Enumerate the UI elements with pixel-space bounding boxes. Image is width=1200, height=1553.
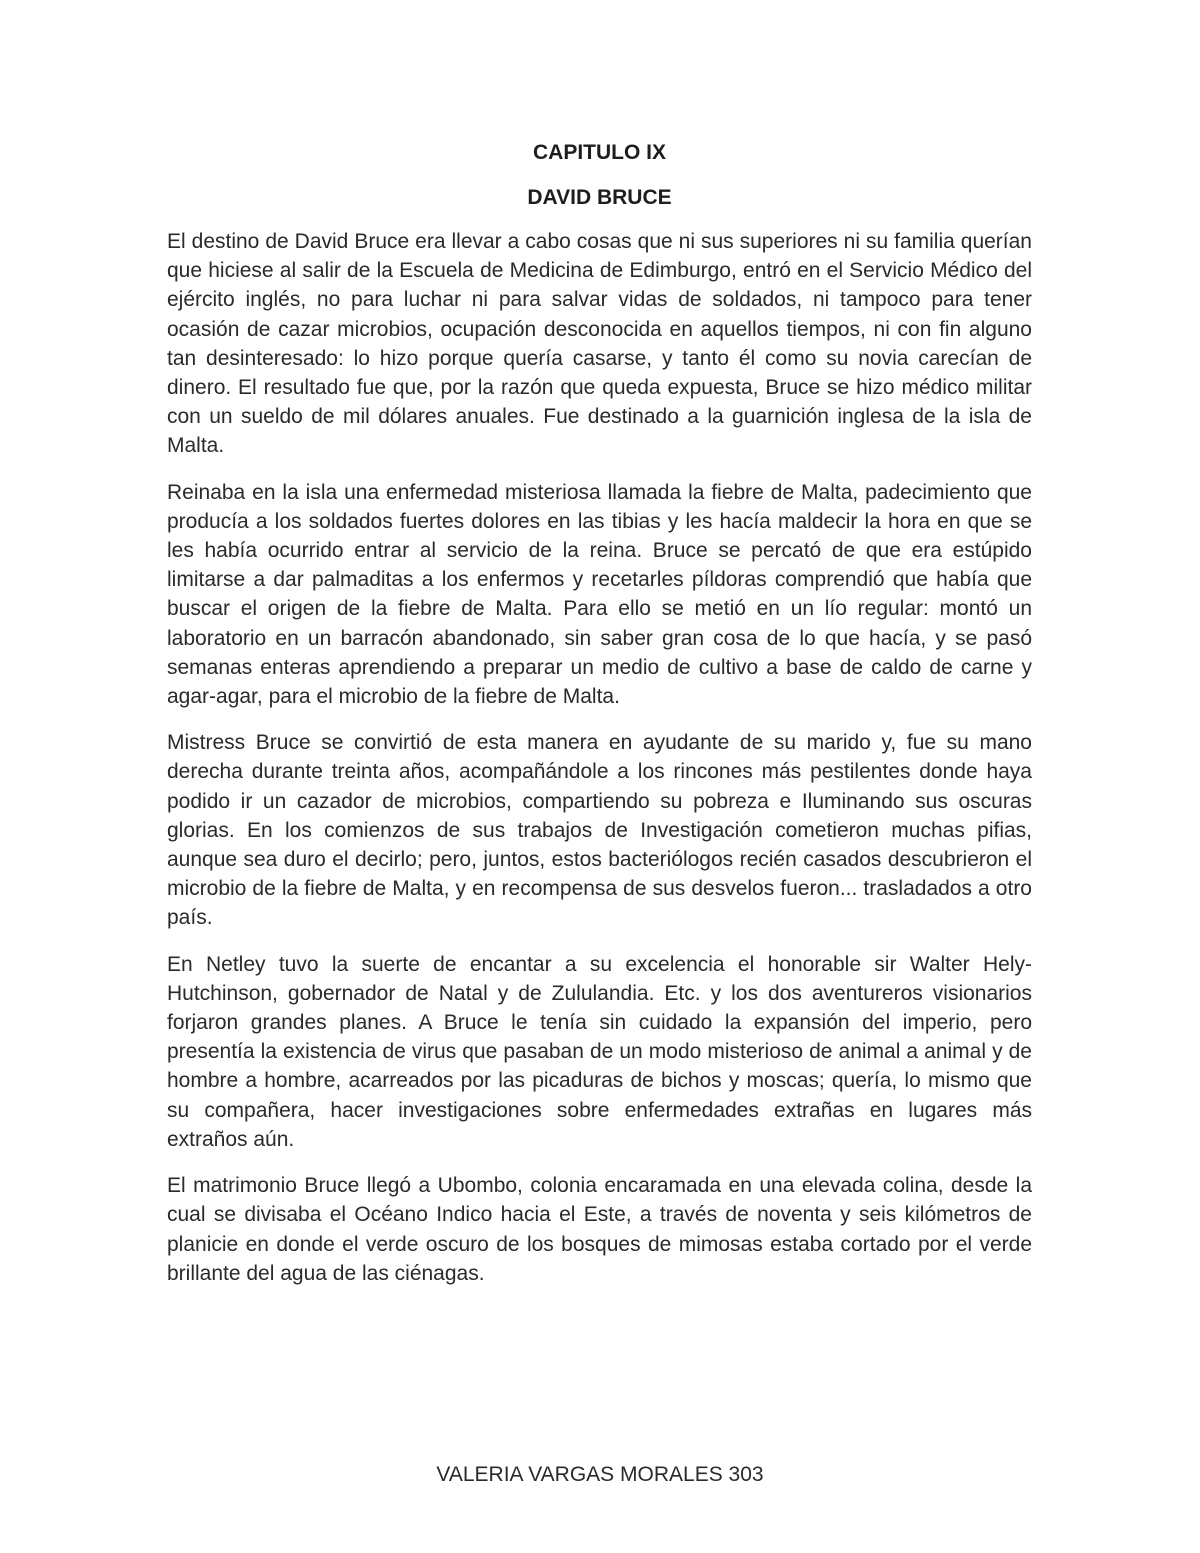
page-footer: VALERIA VARGAS MORALES 303 bbox=[436, 1463, 764, 1486]
chapter-heading: CAPITULO IX bbox=[532, 141, 666, 164]
paragraph-5: El matrimonio Bruce llegó a Ubombo, colonia encaramada en una elevada colina, desde la cual se divisaba el Océano Indico hacia el Este, a través de noventa y seis kilómetros de planicie en donde el verde oscuro de los bosques de mimosas estaba cortado por el verde brillante del agua de las ciénagas. bbox=[167, 1174, 1032, 1285]
document-body bbox=[167, 138, 1032, 1305]
paragraph-1: El destino de David Bruce era llevar a cabo cosas que ni sus superiores ni su familia querían que hiciese al salir de la Escuela de Medicina de Edimburgo, entró en el Servicio Médico del ejército inglés, no para luchar ni para salvar vidas de soldados, ni tampoco para tener ocasión de cazar microbios, ocupación desconocida en aquellos tiempos, ni con fin alguno tan desinteresado: lo hizo porque quería casarse, y tanto él como su novia carecían de dinero. El resultado fue que, por la razón que queda expuesta, Bruce se hizo médico militar con un sueldo de mil dólares anuales. Fue destinado a la guarnición inglesa de la isla de Malta. bbox=[167, 230, 1032, 458]
paragraph-2: Reinaba en la isla una enfermedad misteriosa llamada la fiebre de Malta, padecimiento que producía a los soldados fuertes dolores en las tibias y les hacía maldecir la hora en que se les había ocurrido entrar al servicio de la reina. Bruce se percató de que era estúpido limitarse a dar palmaditas a los enfermos y recetarles píldoras comprendió que había que buscar el origen de la fiebre de Malta. Para ello se metió en un lío regular: montó un laboratorio en un barracón abandonado, sin saber gran cosa de lo que hacía, y se pasó semanas enteras aprendiendo a preparar un medio de cultivo a base de caldo de carne y agar-agar, para el microbio de la fiebre de Malta. bbox=[167, 480, 1032, 709]
chapter-title: DAVID BRUCE bbox=[527, 186, 672, 209]
paragraph-4: En Netley tuvo la suerte de encantar a su excelencia el honorable sir Walter Hely-Hutchinson, gobernador de Natal y de Zululandia. Etc. y los dos aventureros visionarios forjaron grandes planes. A Bruce le tenía sin cuidado la expansión del imperio, pero presentía la existencia de virus que pasaban de un modo misterioso de animal a animal y de hombre a hombre, acarreados por las picaduras de bichos y moscas; quería, lo mismo que su compañera, hacer investigaciones sobre enfermedades extrañas en lugares más extraños aún. bbox=[167, 952, 1032, 1151]
paragraph-3: Mistress Bruce se convirtió de esta manera en ayudante de su marido y, fue su mano derecha durante treinta años, acompañándole a los rincones más pestilentes donde haya podido ir un cazador de microbios, compartiendo su pobreza e Iluminando sus oscuras glorias. En los comienzos de sus trabajos de Investigación cometieron muchas pifias, aunque sea duro el decirlo; pero, juntos, estos bacteriólogos recién casados descubrieron el microbio de la fiebre de Malta, y en recompensa de sus desvelos fueron... trasladados a otro país. bbox=[167, 731, 1032, 930]
